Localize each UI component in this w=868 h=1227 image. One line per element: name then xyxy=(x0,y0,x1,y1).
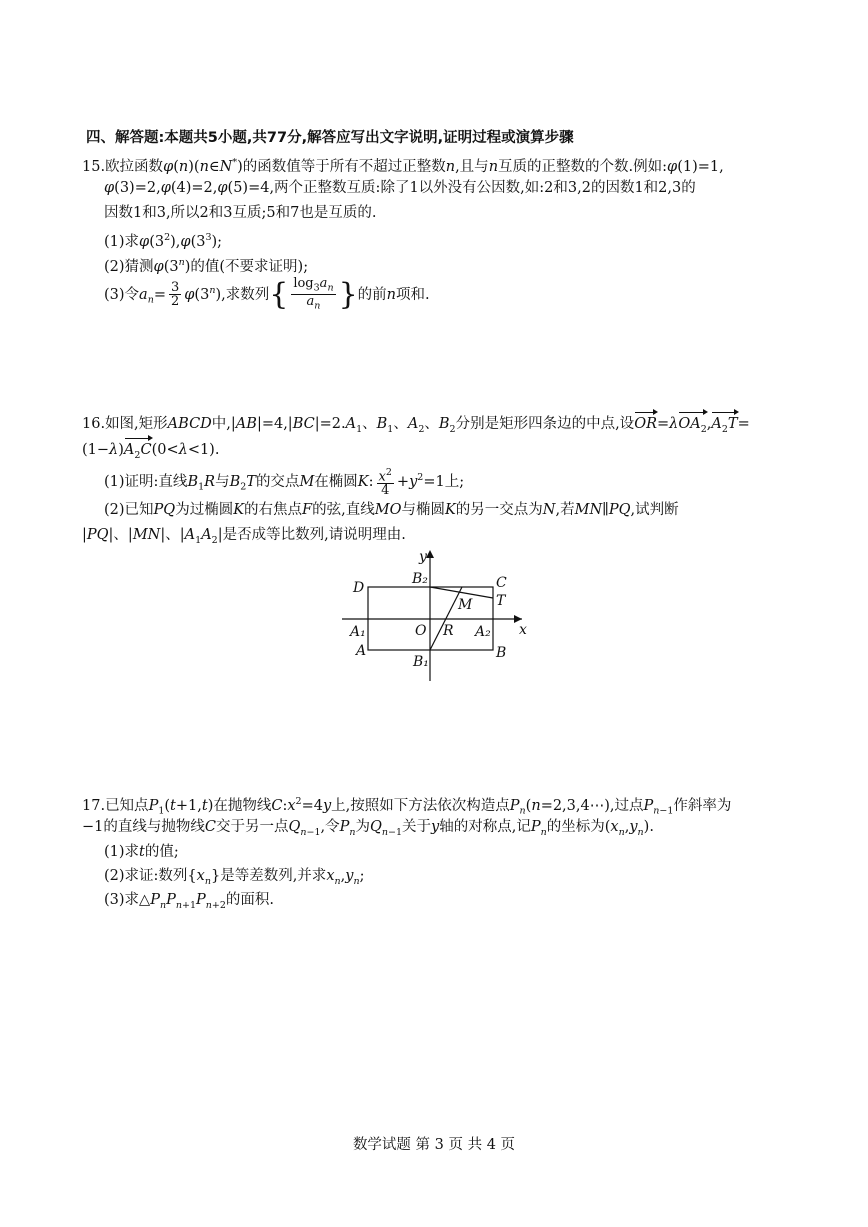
problem-17-stem-line-1: 17.已知点$P_1(t+1,t)$在抛物线$C:x^2=4y$上,按照如下方法依次构造点$P_n(n=2,3,4\cdots)$,过点$P_{n-1}$作斜率为 xyxy=(82,796,732,817)
label-c: C xyxy=(496,575,507,591)
rectangle-ellipse-figure xyxy=(330,543,540,688)
label-t: T xyxy=(496,593,506,609)
label-b: B xyxy=(496,645,507,661)
y-arrow-icon xyxy=(426,550,434,558)
problem-15-part-1: (1)求$\varphi(3^2),\varphi(3^3)$; xyxy=(104,232,223,250)
label-a1: A₁ xyxy=(350,624,366,640)
problem-17-part-1: (1)求t的值; xyxy=(104,844,179,860)
problem-16-part-2: (2)已知PQ为过椭圆K的右焦点F的弦,直线MO与椭圆K的另一交点为N,若MN∥PQ,试判断 xyxy=(104,502,679,518)
label-x: x xyxy=(519,622,527,638)
label-r: R xyxy=(443,623,454,639)
problem-17-stem-line-2: −1的直线与抛物线C交于另一点$Q_{n-1}$,令$P_n$为$Q_{n-1}$关于y轴的对称点,记$P_n$的坐标为$(x_n,y_n)$. xyxy=(82,819,654,838)
problem-15-part-3: (3)令$a_n=$ $\frac{3}{2}$ φ(3$^n$),求数列{ $\frac{\log_3a_n}{a_n}$ }的前n项和. xyxy=(104,275,430,312)
problem-16-stem-line-1: 16.如图,矩形ABCD中$,|AB|=4,|BC|=2.A_1$、$B_1$、$A_2$、$B_2$分别是矩形四条边的中点,设$OR=\lambda OA_2,A_2T=$ xyxy=(82,414,750,440)
problem-15-stem-line-1: 15.欧拉函数φ(n)(n∈N*)的函数值等于所有不超过正整数n,且与n互质的正整数的个数.例如:φ(1)=1, xyxy=(82,157,724,175)
problem-16-stem-line-2: $(1-\lambda)A_2C(0<\lambda<1)$. xyxy=(82,440,219,466)
label-m: M xyxy=(458,597,473,613)
label-a2: A₂ xyxy=(475,624,491,640)
label-a: A xyxy=(356,643,367,659)
label-b2: B₂ xyxy=(412,571,428,587)
problem-15-stem-line-2: φ(3)=2,φ(4)=2,φ(5)=4,两个正整数互质:除了1以外没有公因数,如:2和3,2的因数1和2,3的 xyxy=(104,180,696,196)
problem-17-part-3: (3)求$\triangle P_nP_{n+1}P_{n+2}$的面积. xyxy=(104,892,275,911)
problem-17-part-2: (2)求证:数列$\{x_n\}$是等差数列,并求$x_n,y_n$; xyxy=(104,868,365,887)
label-d: D xyxy=(353,580,365,596)
label-b1: B₁ xyxy=(413,654,429,670)
section-header: 四、解答题:本题共5小题,共77分,解答应写出文字说明,证明过程或演算步骤 xyxy=(86,130,574,146)
problem-16-part-1: (1)证明:直线$B_1R$与$B_2T$的交点M在椭圆K: $\frac{x^2}{4}$ $+y^2=1$上; xyxy=(104,467,465,499)
page-footer: 数学试题 第 3 页 共 4 页 xyxy=(352,1137,516,1153)
problem-15-part-2: (2)猜测φ(3$^n$)的值(不要求证明); xyxy=(104,257,309,275)
label-o: O xyxy=(415,623,427,639)
problem-15-stem-line-3: 因数1和3,所以2和3互质;5和7也是互质的. xyxy=(104,205,377,221)
label-y: y xyxy=(419,549,427,565)
problem-16-part-2-cont: |PQ|、|MN|、$|A_1A_2|$是否成等比数列,请说明理由. xyxy=(82,527,406,546)
